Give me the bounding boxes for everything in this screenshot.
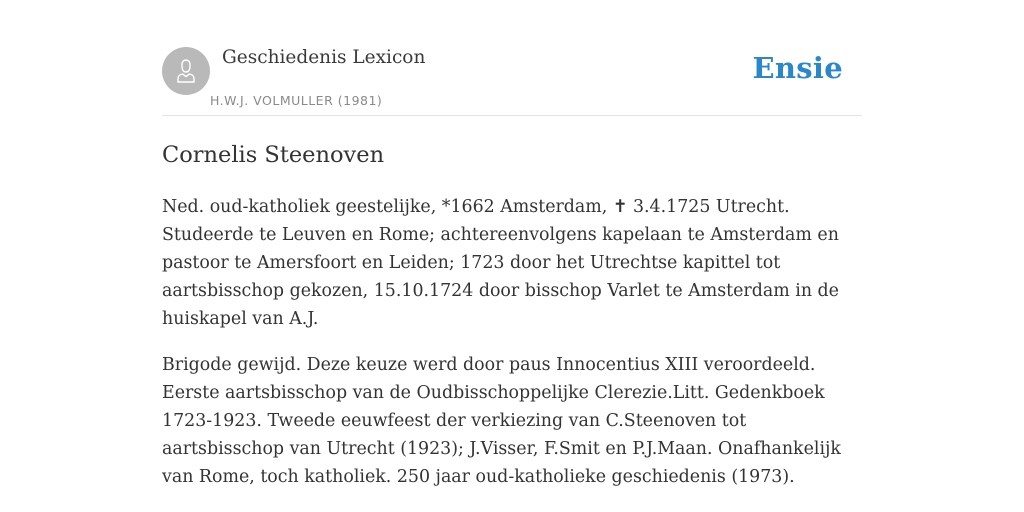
entry-paragraph: Ned. oud-katholiek geestelijke, *1662 Amsterdam, ✝ 3.4.1725 Utrecht. Studeerde te Leuven en Rome; achtereenvolgens kapelaan te Amsterdam en pastoor te Amersfoort en Leiden; 1723 door het Utrechtse kapittel tot aartsbisschop gekozen, 15.10.1724 door bisschop Varlet te Amsterdam in de huiskapel van A.J. (162, 197, 839, 329)
user-avatar-icon (162, 47, 210, 95)
source-title[interactable]: Geschiedenis Lexicon (222, 47, 426, 68)
entry-body (162, 193, 862, 491)
user-outline-icon (171, 56, 201, 86)
entry-card (162, 40, 862, 509)
author-credit[interactable]: H.W.J. VOLMULLER (1981) (210, 93, 383, 108)
entry-paragraph: Brigode gewijd. Deze keuze werd door paus Innocentius XIII veroordeeld. Eerste aartsbisschop van de Oudbisschoppelijke Clerezie.Litt. Gedenkboek 1723-1923. Tweede eeuwfeest der verkiezing van C.Steenoven tot aartsbisschop van Utrecht (1923); J.Visser, F.Smit en P.J.Maan. Onafhankelijk van Rome, toch katholiek. 250 jaar oud-katholieke geschiedenis (1973). (162, 355, 841, 487)
brand-logo[interactable]: Ensie (752, 51, 843, 85)
entry-header (162, 40, 862, 116)
entry-title: Cornelis Steenoven (162, 142, 385, 168)
